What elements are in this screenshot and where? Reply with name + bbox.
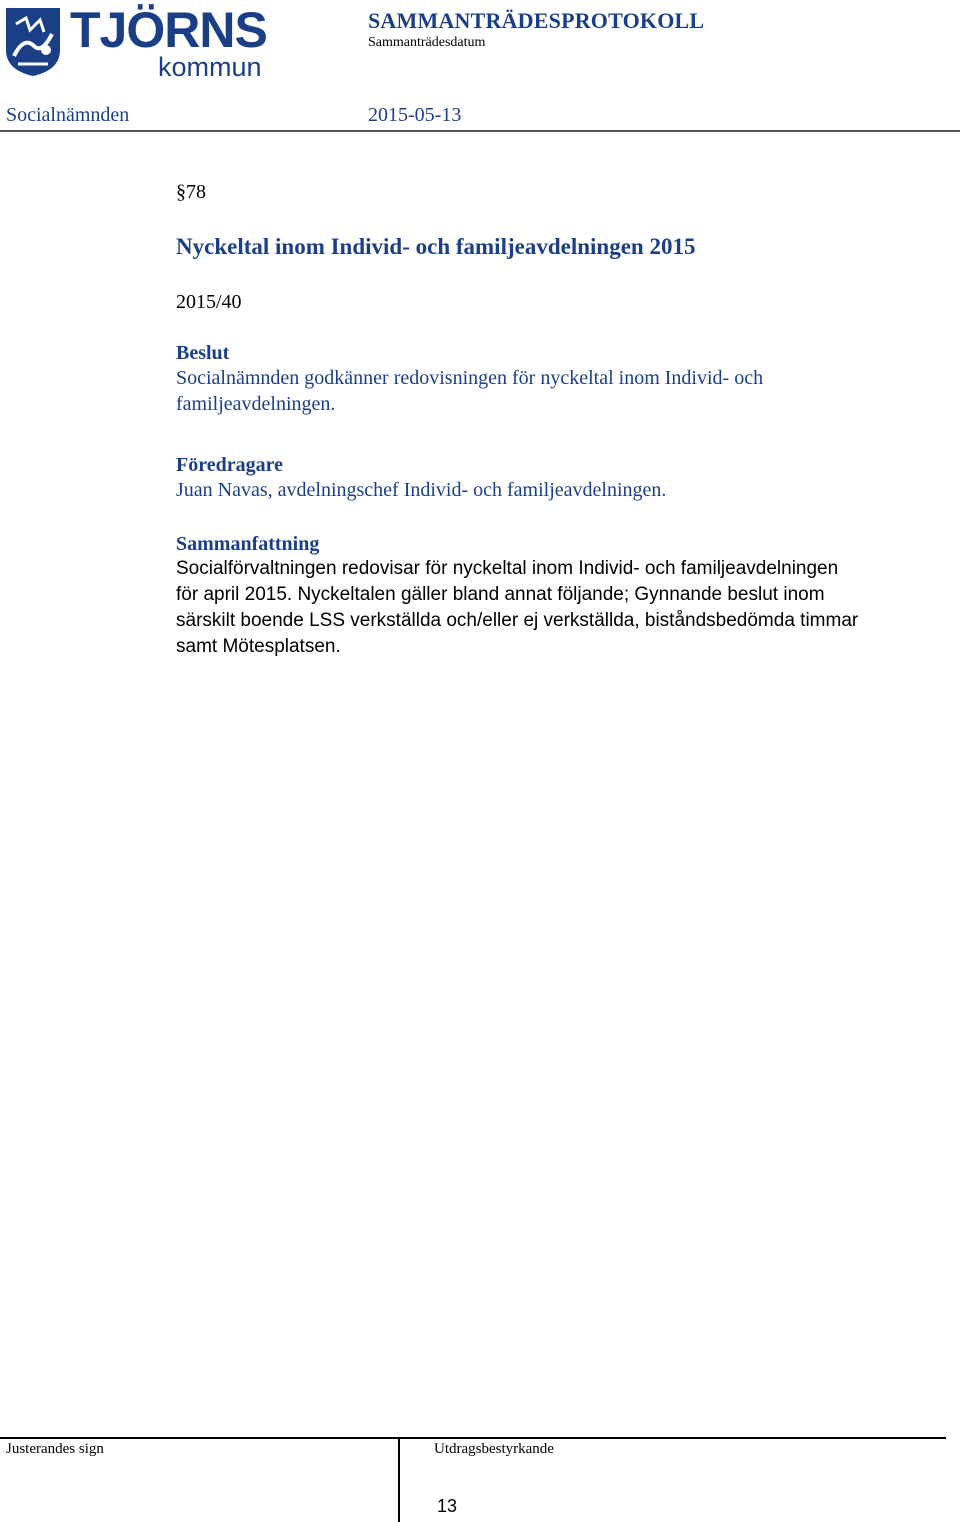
municipality-crest-icon	[4, 6, 62, 78]
meeting-date: 2015-05-13	[368, 104, 462, 126]
footer-column-divider	[398, 1437, 400, 1522]
presenter-line: Juan Navas, avdelningschef Individ- och familjeavdelningen.	[176, 479, 667, 501]
summary-line: särskilt boende LSS verkställda och/eller ej verkställda, biståndsbedömda timmar	[176, 610, 859, 631]
summary-line: Socialförvaltningen redovisar för nyckeltal inom Individ- och familjeavdelningen	[176, 558, 839, 579]
case-number: 2015/40	[176, 291, 242, 313]
logo-wordmark: TJÖRNS	[70, 2, 267, 58]
meeting-date-label: Sammanträdesdatum	[368, 35, 486, 50]
summary-line: samt Mötesplatsen.	[176, 636, 341, 657]
decision-line: familjeavdelningen.	[176, 393, 336, 415]
board-name: Socialnämnden	[6, 104, 130, 126]
decision-line: Socialnämnden godkänner redovisningen för nyckeltal inom Individ- och	[176, 367, 764, 389]
summary-heading: Sammanfattning	[176, 533, 320, 555]
footer-divider	[0, 1437, 946, 1439]
decision-heading: Beslut	[176, 342, 230, 364]
summary-line: för april 2015. Nyckeltalen gäller bland annat följande; Gynnande beslut inom	[176, 584, 825, 605]
decision-section	[176, 342, 763, 417]
logo-subtext: kommun	[158, 52, 262, 82]
document-type: SAMMANTRÄDESPROTOKOLL	[368, 8, 705, 33]
page-number: 13	[437, 1496, 458, 1516]
summary-section	[176, 533, 858, 660]
presenter-heading: Föredragare	[176, 454, 284, 476]
extract-certification-label: Utdragsbestyrkande	[434, 1441, 554, 1457]
presenter-section	[176, 454, 666, 503]
header-divider	[0, 130, 960, 132]
signature-label: Justerandes sign	[6, 1441, 104, 1457]
item-title: Nyckeltal inom Individ- och familjeavdelningen 2015	[176, 234, 696, 259]
paragraph-number: §78	[176, 181, 206, 203]
